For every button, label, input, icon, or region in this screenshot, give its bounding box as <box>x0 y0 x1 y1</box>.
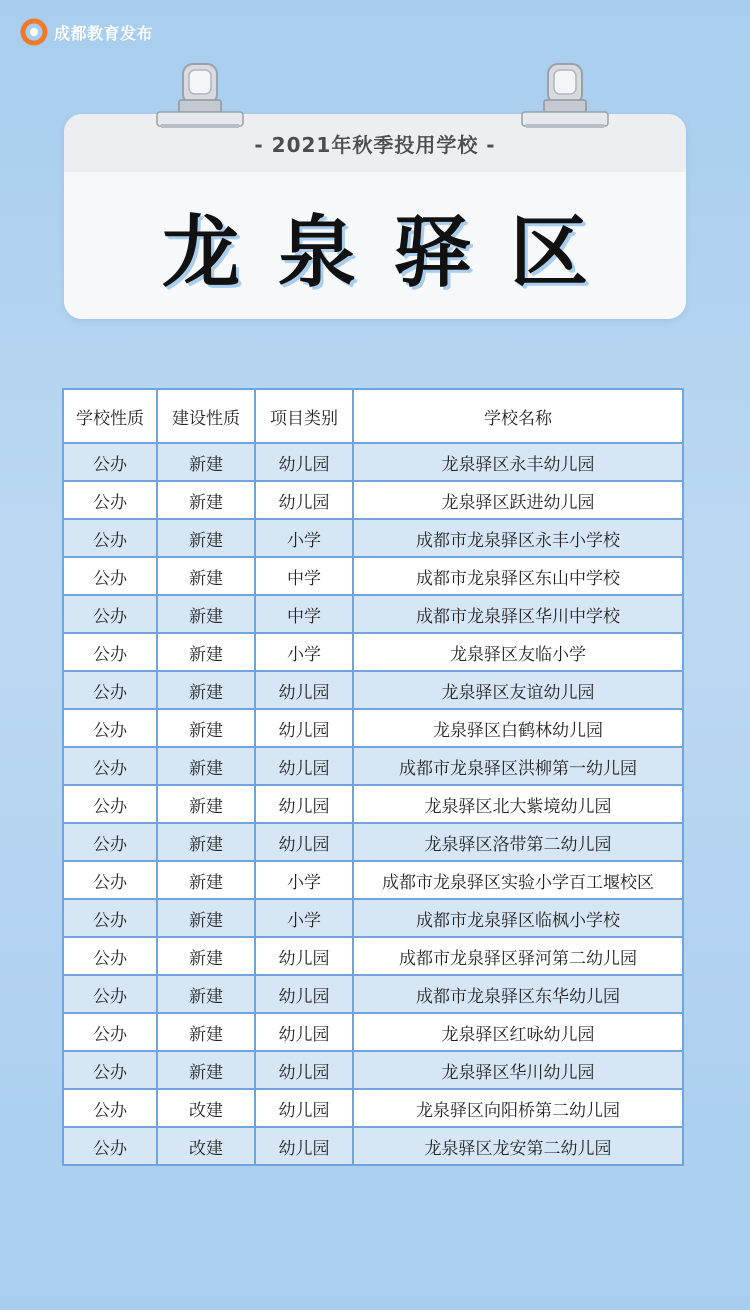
project-category-cell: 中学 <box>255 557 353 595</box>
table-row <box>63 937 683 975</box>
column-header: 项目类别 <box>255 389 353 443</box>
school-ownership-cell: 公办 <box>63 709 157 747</box>
school-name-cell: 成都市龙泉驿区华川中学校 <box>353 595 683 633</box>
school-name-cell: 龙泉驿区友临小学 <box>353 633 683 671</box>
project-category-cell: 幼儿园 <box>255 937 353 975</box>
project-category-cell: 中学 <box>255 595 353 633</box>
table-row <box>63 443 683 481</box>
school-ownership-cell: 公办 <box>63 1127 157 1165</box>
construction-type-cell: 改建 <box>157 1089 255 1127</box>
school-ownership-cell: 公办 <box>63 899 157 937</box>
table-row <box>63 671 683 709</box>
school-name-cell: 龙泉驿区北大紫境幼儿园 <box>353 785 683 823</box>
brand-logo <box>20 18 153 46</box>
school-ownership-cell: 公办 <box>63 1089 157 1127</box>
brand-name: 成都教育发布 <box>54 23 154 43</box>
school-name-cell: 龙泉驿区龙安第二幼儿园 <box>353 1127 683 1165</box>
school-ownership-cell: 公办 <box>63 443 157 481</box>
project-category-cell: 小学 <box>255 519 353 557</box>
school-ownership-cell: 公办 <box>63 519 157 557</box>
project-category-cell: 幼儿园 <box>255 823 353 861</box>
table-row <box>63 1013 683 1051</box>
table-row <box>63 557 683 595</box>
construction-type-cell: 新建 <box>157 1051 255 1089</box>
construction-type-cell: 新建 <box>157 861 255 899</box>
table-row <box>63 481 683 519</box>
brand-ring-icon <box>20 18 48 46</box>
construction-type-cell: 新建 <box>157 595 255 633</box>
project-category-cell: 幼儿园 <box>255 671 353 709</box>
project-category-cell: 幼儿园 <box>255 1089 353 1127</box>
construction-type-cell: 新建 <box>157 899 255 937</box>
binder-clip-icon <box>155 62 245 132</box>
construction-type-cell: 改建 <box>157 1127 255 1165</box>
school-ownership-cell: 公办 <box>63 557 157 595</box>
school-ownership-cell: 公办 <box>63 595 157 633</box>
construction-type-cell: 新建 <box>157 519 255 557</box>
table-row <box>63 519 683 557</box>
title-area <box>64 172 686 319</box>
title-card <box>64 114 686 319</box>
project-category-cell: 幼儿园 <box>255 709 353 747</box>
project-category-cell: 幼儿园 <box>255 443 353 481</box>
table-row <box>63 861 683 899</box>
table-row <box>63 899 683 937</box>
table-row <box>63 595 683 633</box>
project-category-cell: 小学 <box>255 899 353 937</box>
table-row <box>63 633 683 671</box>
school-name-cell: 成都市龙泉驿区实验小学百工堰校区 <box>353 861 683 899</box>
construction-type-cell: 新建 <box>157 481 255 519</box>
school-name-cell: 龙泉驿区跃进幼儿园 <box>353 481 683 519</box>
school-name-cell: 龙泉驿区洛带第二幼儿园 <box>353 823 683 861</box>
construction-type-cell: 新建 <box>157 937 255 975</box>
school-name-cell: 成都市龙泉驿区临枫小学校 <box>353 899 683 937</box>
school-ownership-cell: 公办 <box>63 861 157 899</box>
table-row <box>63 823 683 861</box>
construction-type-cell: 新建 <box>157 557 255 595</box>
school-name-cell: 成都市龙泉驿区永丰小学校 <box>353 519 683 557</box>
column-header: 学校性质 <box>63 389 157 443</box>
school-name-cell: 龙泉驿区友谊幼儿园 <box>353 671 683 709</box>
project-category-cell: 小学 <box>255 861 353 899</box>
table-row <box>63 1051 683 1089</box>
school-name-cell: 成都市龙泉驿区东华幼儿园 <box>353 975 683 1013</box>
school-ownership-cell: 公办 <box>63 785 157 823</box>
school-name-cell: 龙泉驿区永丰幼儿园 <box>353 443 683 481</box>
construction-type-cell: 新建 <box>157 709 255 747</box>
column-header: 建设性质 <box>157 389 255 443</box>
schools-table-container <box>62 388 682 1166</box>
project-category-cell: 幼儿园 <box>255 1051 353 1089</box>
school-name-cell: 成都市龙泉驿区洪柳第一幼儿园 <box>353 747 683 785</box>
project-category-cell: 幼儿园 <box>255 785 353 823</box>
construction-type-cell: 新建 <box>157 975 255 1013</box>
schools-table <box>62 388 684 1166</box>
school-name-cell: 成都市龙泉驿区东山中学校 <box>353 557 683 595</box>
construction-type-cell: 新建 <box>157 747 255 785</box>
school-ownership-cell: 公办 <box>63 633 157 671</box>
school-ownership-cell: 公办 <box>63 747 157 785</box>
table-row <box>63 1089 683 1127</box>
page-title: 龙泉驿区 <box>161 207 626 298</box>
construction-type-cell: 新建 <box>157 671 255 709</box>
table-header-row <box>63 389 683 443</box>
school-ownership-cell: 公办 <box>63 1013 157 1051</box>
page-subtitle: - 2021年秋季投用学校 - <box>254 132 496 157</box>
project-category-cell: 幼儿园 <box>255 747 353 785</box>
table-row <box>63 975 683 1013</box>
school-name-cell: 龙泉驿区向阳桥第二幼儿园 <box>353 1089 683 1127</box>
construction-type-cell: 新建 <box>157 633 255 671</box>
table-row <box>63 709 683 747</box>
school-ownership-cell: 公办 <box>63 1051 157 1089</box>
school-name-cell: 龙泉驿区红咏幼儿园 <box>353 1013 683 1051</box>
project-category-cell: 小学 <box>255 633 353 671</box>
construction-type-cell: 新建 <box>157 785 255 823</box>
project-category-cell: 幼儿园 <box>255 481 353 519</box>
project-category-cell: 幼儿园 <box>255 975 353 1013</box>
school-ownership-cell: 公办 <box>63 937 157 975</box>
construction-type-cell: 新建 <box>157 443 255 481</box>
school-ownership-cell: 公办 <box>63 823 157 861</box>
table-row <box>63 785 683 823</box>
school-name-cell: 龙泉驿区白鹤林幼儿园 <box>353 709 683 747</box>
construction-type-cell: 新建 <box>157 823 255 861</box>
project-category-cell: 幼儿园 <box>255 1013 353 1051</box>
column-header: 学校名称 <box>353 389 683 443</box>
school-ownership-cell: 公办 <box>63 671 157 709</box>
school-name-cell: 龙泉驿区华川幼儿园 <box>353 1051 683 1089</box>
school-name-cell: 成都市龙泉驿区驿河第二幼儿园 <box>353 937 683 975</box>
school-ownership-cell: 公办 <box>63 975 157 1013</box>
project-category-cell: 幼儿园 <box>255 1127 353 1165</box>
binder-clip-icon <box>520 62 610 132</box>
table-row <box>63 747 683 785</box>
construction-type-cell: 新建 <box>157 1013 255 1051</box>
table-row <box>63 1127 683 1165</box>
school-ownership-cell: 公办 <box>63 481 157 519</box>
